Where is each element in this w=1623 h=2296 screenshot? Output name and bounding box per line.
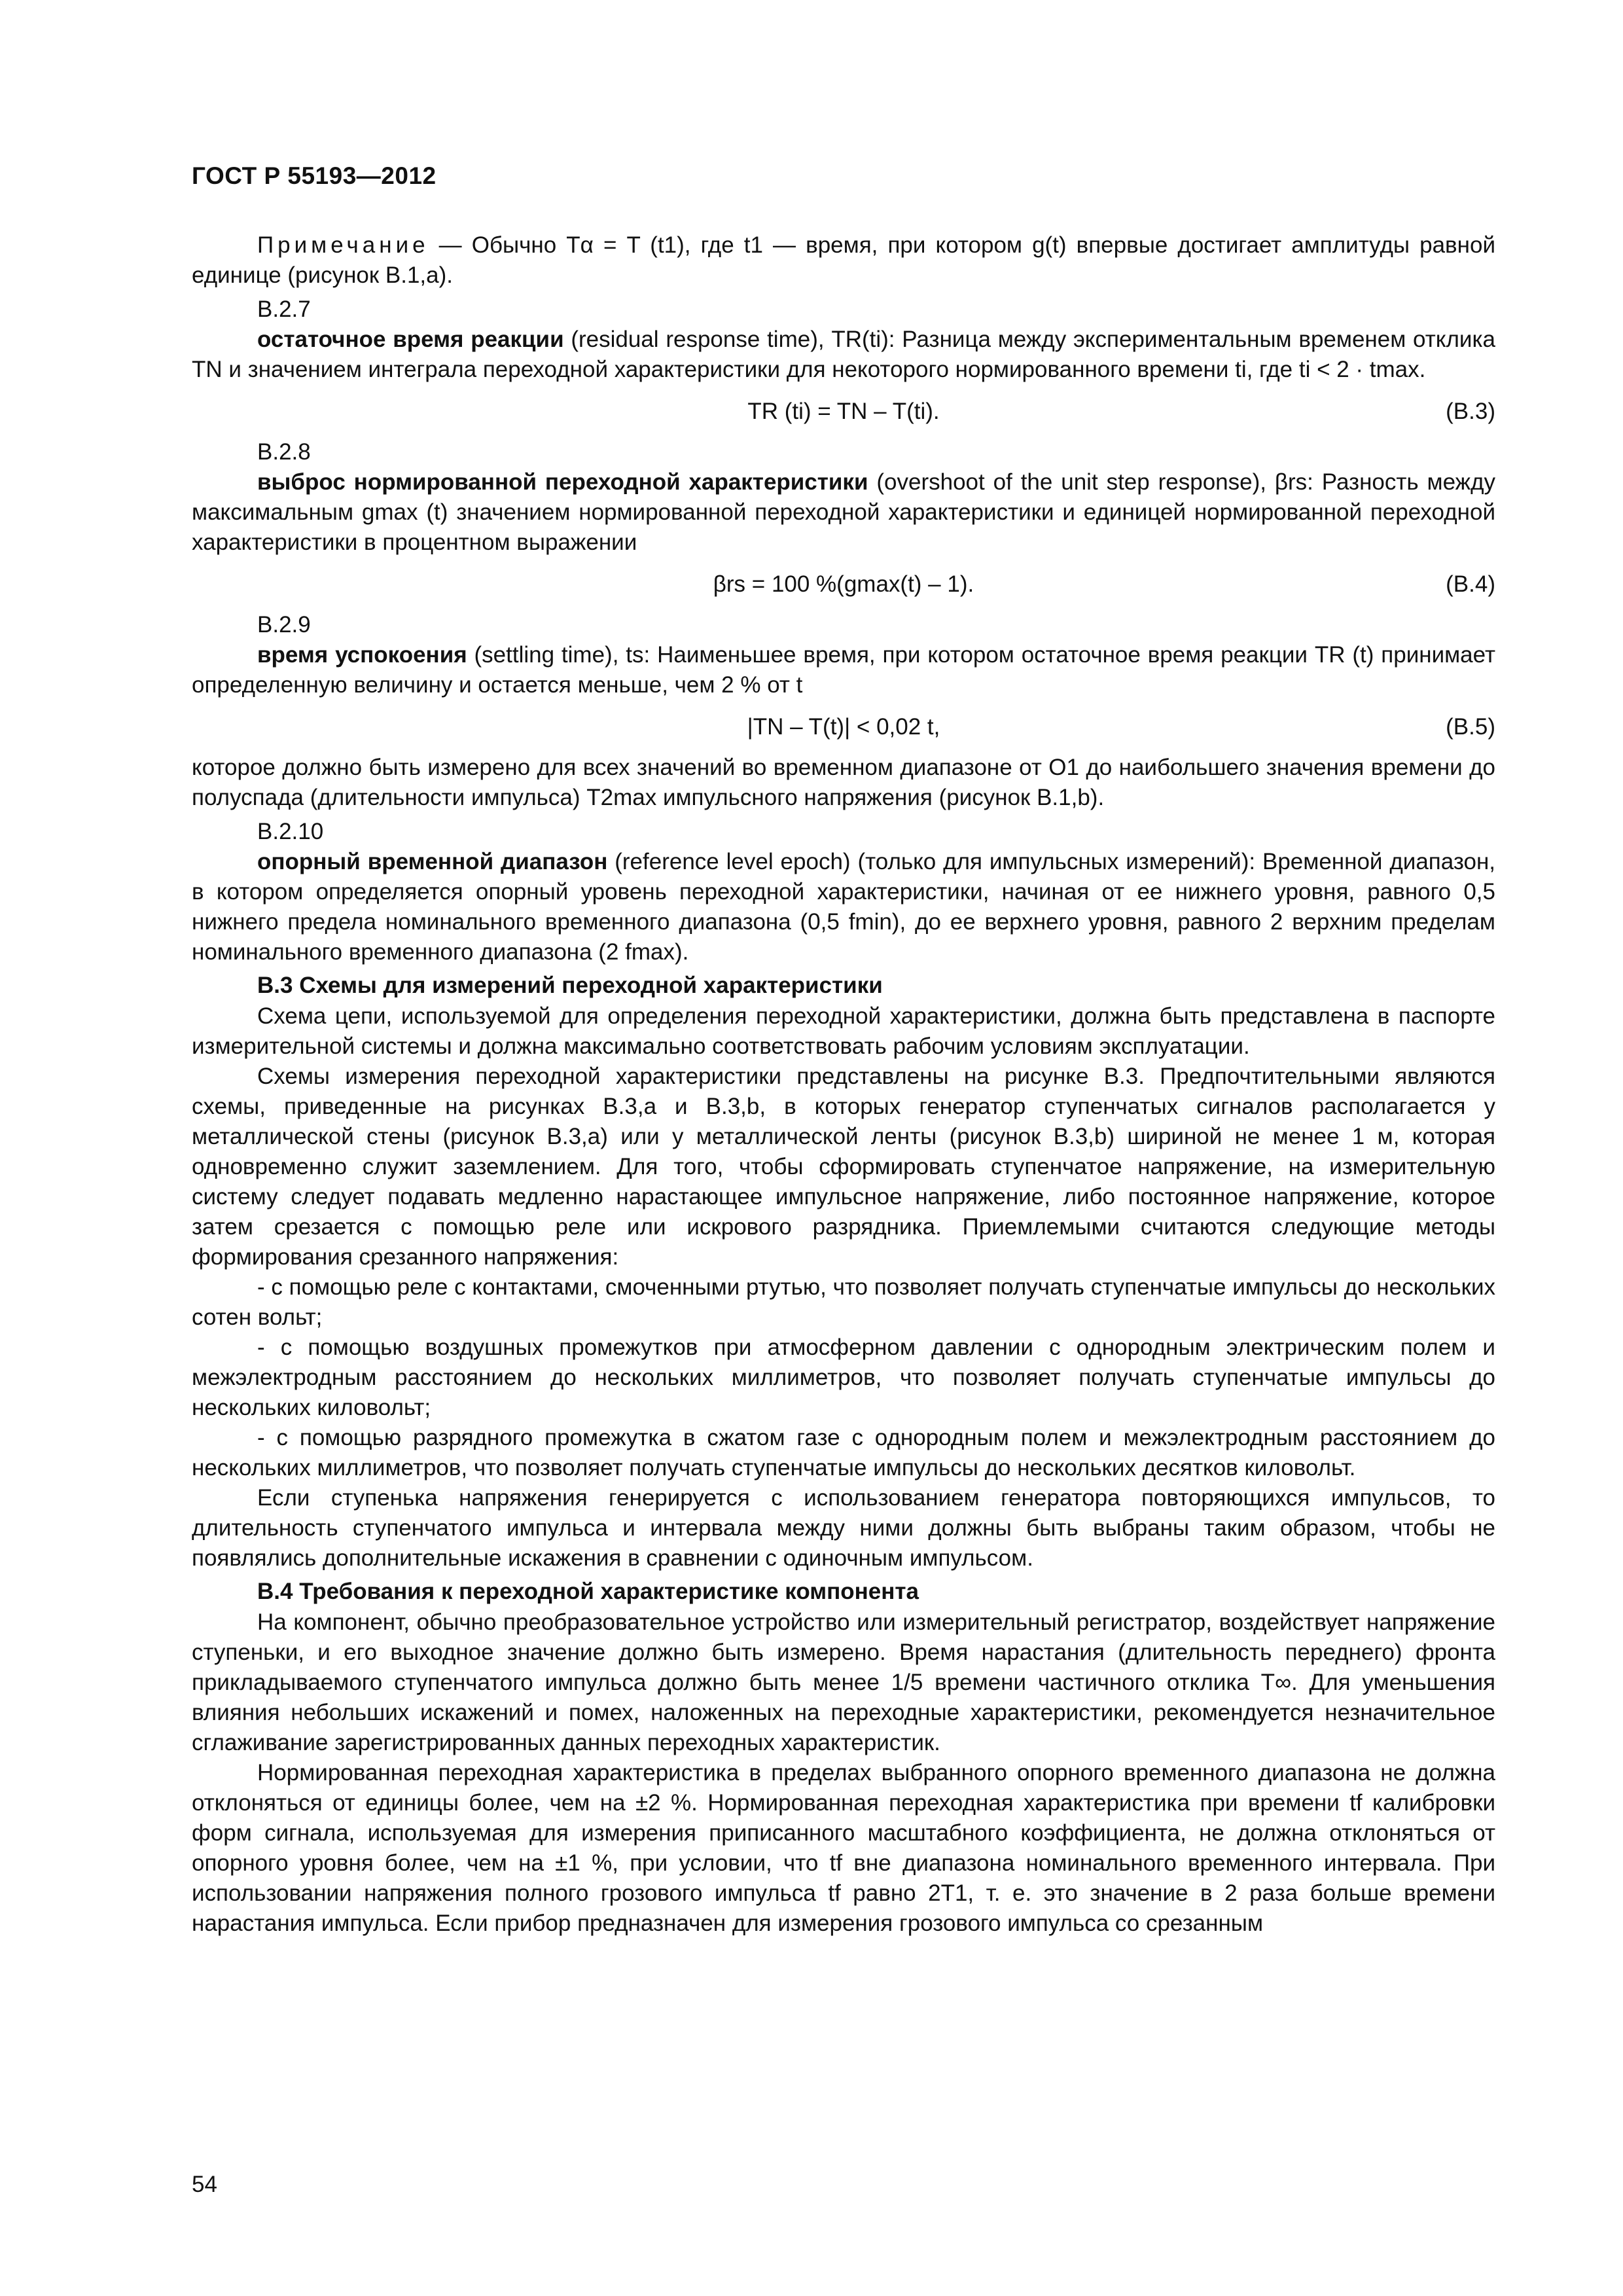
section-heading: B.4 Требования к переходной характеристике компонента (257, 1579, 919, 1604)
definition-text: (settling time), ts: Наименьшее время, при котором остаточное время реакции TR (t) принимает определенную величину и остается меньше, чем 2 % от t (192, 642, 1495, 698)
page-number: 54 (192, 2172, 217, 2197)
clause-number: B.2.8 (257, 439, 311, 465)
definition-text: (reference level epoch) (только для импульсных измерений): Временной диапазон, в котором определяется опорный уровень переходной характеристики, начиная от ее нижнего уровня, равного 0,5 нижнего предела номинального временного диапазона (0,5 fmin), до ее верхнего уровня, равного 2 верхним пределам номинального временного диапазона (2 fmax). (192, 849, 1495, 965)
clause-number: B.2.7 (257, 296, 311, 322)
clause-definition (192, 325, 1495, 385)
formula (192, 565, 1495, 602)
formula (192, 708, 1495, 745)
document-body (192, 230, 1495, 1939)
clause-number: B.2.9 (257, 612, 311, 637)
body-paragraph: Схема цепи, используемой для определения переходной характеристики, должна быть представлена в паспорте измерительной системы и должна максимально соответствовать рабочим условиям эксплуатации. (192, 1003, 1495, 1059)
definition-text: (overshoot of the unit step response), βrs: Разность между максимальным gmax (t) значением нормированной переходной характеристики и единицей нормированной переходной характеристики в процентном выражении (192, 469, 1495, 555)
clause-definition (192, 847, 1495, 967)
definition-text: (residual response time), TR(ti): Разница между экспериментальным временем отклика TN и значением интеграла переходной характеристики для некоторого нормированного времени ti, где ti < 2 · tmax. (192, 327, 1495, 382)
body-paragraph: Если ступенька напряжения генерируется с использованием генератора повторяющихся импульсов, то длительность ступенчатого импульса и интервала между ними должны быть выбраны таким образом, чтобы не появлялись дополнительные искажения в сравнении с одиночным импульсом. (192, 1485, 1495, 1571)
note-paragraph (192, 230, 1495, 291)
body-paragraph: На компонент, обычно преобразовательное устройство или измерительный регистратор, воздействует напряжение ступеньки, и его выходное значение должно быть измерено. Время нарастания (длительность переднего) фронта прикладываемого ступенчатого импульса должно быть менее 1/5 времени частичного отклика T∞. Для уменьшения влияния небольших искажений и помех, наложенных на переходные характеристики, рекомендуется незначительное сглаживание зарегистрированных данных переходных характеристик. (192, 1609, 1495, 1755)
term: выброс нормированной переходной характеристики (257, 469, 868, 495)
formula-number: (B.3) (1446, 399, 1495, 424)
document-code: ГОСТ Р 55193—2012 (192, 162, 437, 189)
formula (192, 393, 1495, 429)
term: опорный временной диапазон (257, 849, 608, 874)
formula-continuation: которое должно быть измерено для всех значений во временном диапазоне от O1 до наибольшего значения времени до полуспада (длительности импульса) T2max импульсного напряжения (рисунок B.1,b). (192, 755, 1495, 810)
body-paragraph: Схемы измерения переходной характеристики представлены на рисунке B.3. Предпочтительными являются схемы, приведенные на рисунках B.3,a и B.3,b, в которых генератор ступенчатых сигналов располагается у металлической стены (рисунок B.3,a) или у металлической ленты (рисунок B.3,b) шириной не менее 1 м, которая одновременно служит заземлением. Для того, чтобы сформировать ступенчатое напряжение, на измерительную систему следует подавать медленно нарастающее импульсное напряжение, либо постоянное напряжение, которое затем срезается с помощью реле или искрового разрядника. Приемлемыми считаются следующие методы формирования срезанного напряжения: (192, 1064, 1495, 1270)
term: остаточное время реакции (257, 327, 564, 352)
section-heading: B.3 Схемы для измерений переходной характеристики (257, 973, 883, 998)
body-paragraph: Нормированная переходная характеристика в пределах выбранного опорного временного диапазона не должна отклоняться от единицы более, чем на ±2 %. Нормированная переходная характеристика при времени tf калибровки форм сигнала, используемая для измерения приписанного масштабного коэффициента, не должна отклоняться от опорного уровня более, чем на ±1 %, при условии, что tf вне диапазона номинального временного интервала. При использовании напряжения полного грозового импульса tf равно 2T1, т. е. это значение в 2 раза больше времени нарастания импульса. Если прибор предназначен для измерения грозового импульса со срезанным (192, 1760, 1495, 1936)
clause-definition (192, 467, 1495, 558)
term: время успокоения (257, 642, 467, 668)
formula-expression: TR (ti) = TN – T(ti). (747, 399, 940, 424)
clause-number: B.2.10 (257, 819, 324, 844)
formula-expression: βrs = 100 %(gmax(t) – 1). (713, 571, 974, 597)
note-label: Примечание (257, 232, 429, 258)
list-item: - с помощью разрядного промежутка в сжатом газе с однородным полем и межэлектродным расстоянием до нескольких миллиметров, что позволяет получать ступенчатые импульсы до нескольких десятков киловольт. (192, 1425, 1495, 1480)
clause-definition (192, 640, 1495, 700)
note-text: — Обычно Tα = T (t1), где t1 — время, при котором g(t) впервые достигает амплитуды равной единице (рисунок B.1,a). (192, 232, 1495, 288)
formula-number: (B.4) (1446, 571, 1495, 597)
document-page (192, 0, 1495, 2296)
list-item: - с помощью воздушных промежутков при атмосферном давлении с однородным электрическим полем и межэлектродным расстоянием до нескольких миллиметров, что позволяет получать ступенчатые импульсы до нескольких киловольт; (192, 1335, 1495, 1420)
formula-expression: |TN – T(t)| < 0,02 t, (747, 714, 940, 740)
list-item: - с помощью реле с контактами, смоченными ртутью, что позволяет получать ступенчатые импульсы до нескольких сотен вольт; (192, 1274, 1495, 1330)
formula-number: (B.5) (1446, 714, 1495, 740)
